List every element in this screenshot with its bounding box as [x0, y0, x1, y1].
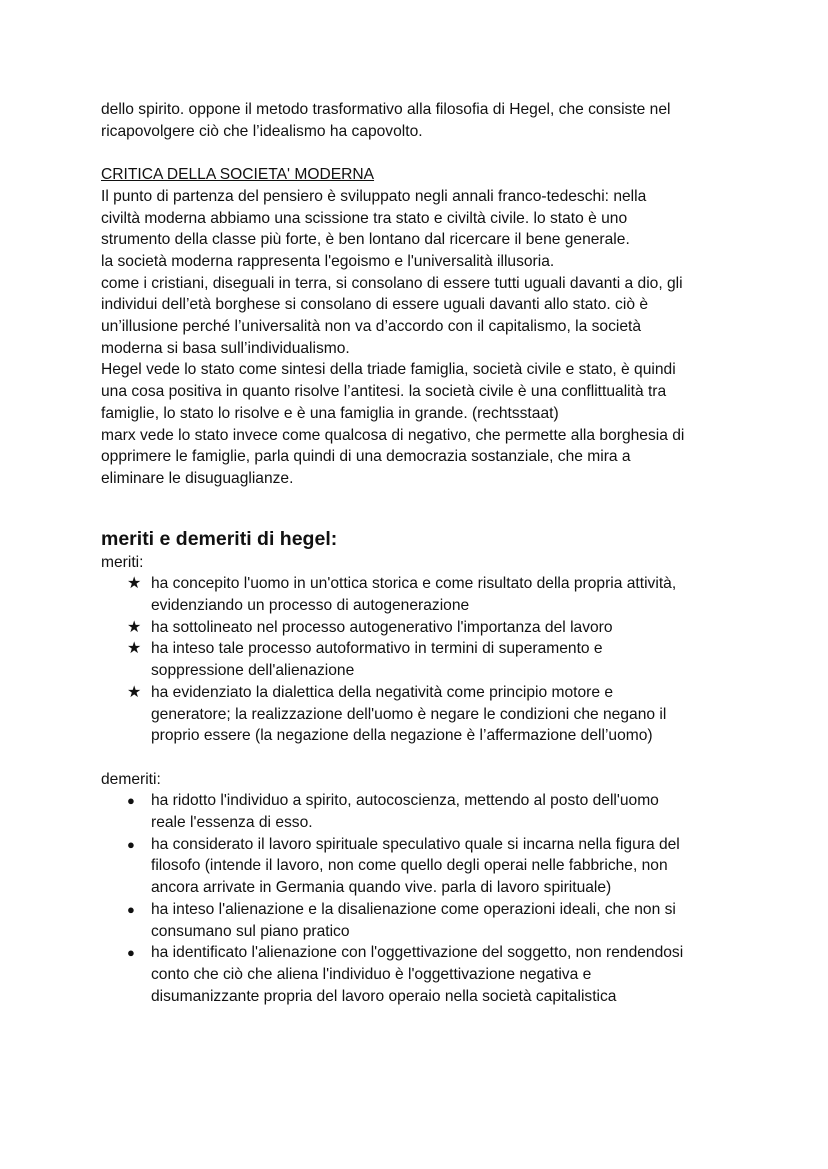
demeriti-label: demeriti: [101, 770, 161, 788]
bullet-dot-icon: ● [127, 945, 135, 961]
bullet-dot-icon: ● [127, 901, 135, 917]
meriti-label: meriti: [101, 553, 144, 571]
list-item [101, 834, 732, 899]
list-item-text: filosofo (intende il lavoro, non come quello degli operai nelle fabbriche, non [151, 857, 668, 875]
section-title: CRITICA DELLA SOCIETA' MODERNA [101, 166, 375, 184]
list-item-text: reale l'essenza di esso. [151, 814, 313, 832]
demeriti-list [101, 790, 732, 1007]
list-item-text: ancora arrivate in Germania quando vive. parla di lavoro spirituale) [151, 879, 612, 897]
text-line: una cosa positiva in quanto risolve l’antitesi. la società civile è una conflittualità tra [101, 383, 667, 401]
list-item-text: generatore; la realizzazione dell'uomo è negare le condizioni che negano il [151, 705, 667, 723]
list-item-text: ha identificato l'alienazione con l'oggettivazione del soggetto, non rendendosi [151, 944, 684, 962]
text-line: la società moderna rappresenta l'egoismo e l'universalità illusoria. [101, 252, 555, 270]
list-item-text: ha ridotto l'individuo a spirito, autocoscienza, mettendo al posto dell'uomo [151, 792, 659, 810]
critica-section [101, 164, 732, 490]
star-bullet-icon: ★ [127, 640, 142, 658]
text-line: dello spirito. oppone il metodo trasformativo alla filosofia di Hegel, che consiste nel [101, 101, 671, 118]
text-line: civiltà moderna abbiamo una scissione tra stato e civiltà civile. lo stato è uno [101, 209, 628, 227]
list-item-text: evidenziando un processo di autogenerazione [151, 597, 470, 615]
list-item-text: ha inteso tale processo autoformativo in termini di superamento e [151, 640, 603, 658]
list-item-text: disumanizzante propria del lavoro operaio nella società capitalistica [151, 987, 617, 1005]
star-bullet-icon: ★ [127, 683, 142, 701]
list-item-text: ha inteso l'alienazione e la disalienazione come operazioni ideali, che non si [151, 900, 676, 918]
list-item-text: conto che ciò che aliena l'individuo è l'oggettivazione negativa e [151, 965, 592, 983]
meriti-list [101, 573, 732, 747]
text-line: famiglie, lo stato lo risolve e è una famiglia in grande. (rechtsstaat) [101, 404, 559, 422]
list-item-text: ha considerato il lavoro spirituale speculativo quale si incarna nella figura del [151, 835, 680, 853]
list-item-text: soppressione dell'alienazione [151, 662, 355, 680]
list-item-text: consumano sul piano pratico [151, 922, 350, 940]
text-line: eliminare le disuguaglianze. [101, 469, 294, 487]
text-line: opprimere le famiglie, parla quindi di una democrazia sostanziale, che mira a [101, 448, 631, 466]
text-line: moderna si basa sull’individualismo. [101, 339, 350, 357]
list-item [101, 638, 732, 681]
list-item [101, 790, 732, 833]
list-item [101, 942, 732, 1007]
text-line: un’illusione perché l’universalità non va d’accordo con il capitalismo, la società [101, 318, 642, 336]
list-item-text: ha evidenziato la dialettica della negatività come principio motore e [151, 683, 614, 701]
list-item [101, 617, 732, 639]
text-line: ricapovolgere ciò che l’idealismo ha capovolto. [101, 122, 423, 140]
bullet-dot-icon: ● [127, 836, 135, 852]
text-line: individui dell’età borghese si consolano di essere uguali davanti allo stato. ciò è [101, 296, 648, 314]
list-item [101, 682, 732, 747]
list-item [101, 899, 732, 942]
text-line: marx vede lo stato invece come qualcosa di negativo, che permette alla borghesia di [101, 426, 685, 444]
list-item-text: ha concepito l'uomo in un'ottica storica e come risultato della propria attività, [151, 575, 677, 593]
text-line: strumento della classe più forte, è ben lontano dal ricercare il bene generale. [101, 231, 630, 249]
text-line: Il punto di partenza del pensiero è sviluppato negli annali franco-tedeschi: nella [101, 187, 647, 205]
bullet-dot-icon: ● [127, 793, 135, 809]
section-heading: meriti e demeriti di hegel: [101, 527, 338, 550]
list-item [101, 573, 732, 616]
intro-paragraph [101, 99, 732, 142]
hegel-section [101, 526, 732, 1008]
list-item-text: ha sottolineato nel processo autogenerativo l'importanza del lavoro [151, 618, 613, 636]
text-line: come i cristiani, diseguali in terra, si consolano di essere tutti uguali davanti a dio, gli [101, 274, 683, 292]
star-bullet-icon: ★ [127, 575, 142, 593]
star-bullet-icon: ★ [127, 618, 142, 636]
text-line: Hegel vede lo stato come sintesi della triade famiglia, società civile e stato, è quindi [101, 361, 676, 379]
list-item-text: proprio essere (la negazione della negazione è l’affermazione dell’uomo) [151, 727, 653, 745]
